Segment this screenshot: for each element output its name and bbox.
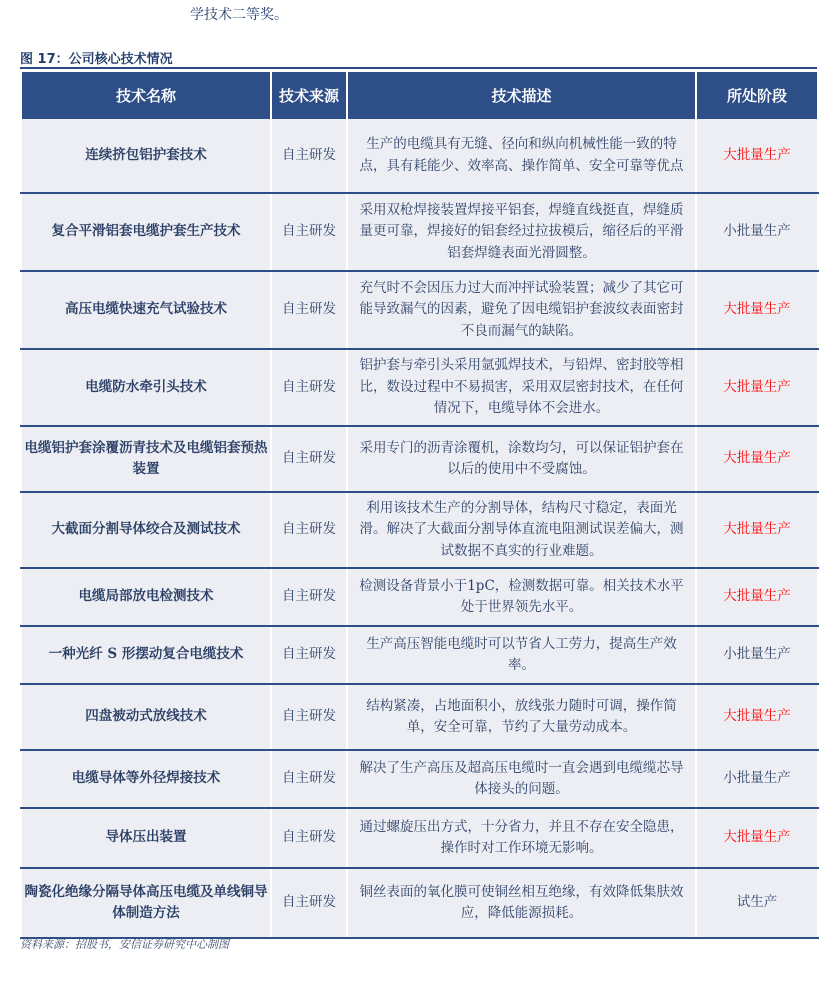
tech-source-cell: 自主研发 <box>271 193 347 271</box>
tech-name-cell: 复合平滑铝套电缆护套生产技术 <box>21 193 271 271</box>
tech-description-cell: 充气时不会因压力过大而冲抨试验装置；减少了其它可能导致漏气的因素，避免了因电缆铝护套波纹表面密封不良而漏气的缺陷。 <box>347 271 696 349</box>
tech-name-cell: 一种光纤 S 形摆动复合电缆技术 <box>21 626 271 684</box>
tech-source-cell: 自主研发 <box>271 684 347 750</box>
title-divider <box>20 67 817 69</box>
stage-cell: 大批量生产 <box>696 808 818 868</box>
stage-cell: 小批量生产 <box>696 626 818 684</box>
header-tech-name: 技术名称 <box>21 72 271 119</box>
tech-source-cell: 自主研发 <box>271 868 347 938</box>
tech-description-cell: 采用双枪焊接装置焊接平铝套，焊缝直线挺直，焊缝质量更可靠，焊接好的铝套经过拉拔模后，缩径后的平滑铝套焊缝表面光滑圆整。 <box>347 193 696 271</box>
tech-source-cell: 自主研发 <box>271 119 347 193</box>
tech-name-cell: 电缆导体等外径焊接技术 <box>21 750 271 808</box>
stage-cell: 大批量生产 <box>696 271 818 349</box>
header-tech-source: 技术来源 <box>271 72 347 119</box>
tech-description-cell: 铝护套与牵引头采用氩弧焊技术，与铅焊、密封胶等相比，数设过程中不易损害，采用双层密封技术，在任何情况下，电缆导体不会进水。 <box>347 349 696 426</box>
stage-cell: 大批量生产 <box>696 349 818 426</box>
tech-name-cell: 电缆防水牵引头技术 <box>21 349 271 426</box>
tech-name-cell: 大截面分割导体绞合及测试技术 <box>21 492 271 568</box>
table-row <box>21 349 818 426</box>
tech-source-cell: 自主研发 <box>271 808 347 868</box>
table-row <box>21 868 818 938</box>
tech-source-cell: 自主研发 <box>271 568 347 626</box>
stage-cell: 试生产 <box>696 868 818 938</box>
tech-name-cell: 电缆铝护套涂覆沥青技术及电缆铝套预热装置 <box>21 426 271 492</box>
tech-name-cell: 高压电缆快速充气试验技术 <box>21 271 271 349</box>
header-tech-description: 技术描述 <box>347 72 696 119</box>
stage-cell: 小批量生产 <box>696 750 818 808</box>
table-row <box>21 271 818 349</box>
figure-title: 图 17：公司核心技术情况 <box>20 52 173 67</box>
source-note: 资料来源：招股书，安信证券研究中心制图 <box>20 938 229 951</box>
tech-source-cell: 自主研发 <box>271 426 347 492</box>
intro-text: 学技术二等奖。 <box>190 7 288 23</box>
tech-description-cell: 生产高压智能电缆时可以节省人工劳力，提高生产效率。 <box>347 626 696 684</box>
table-row <box>21 808 818 868</box>
tech-description-cell: 利用该技术生产的分割导体，结构尺寸稳定，表面光滑。解决了大截面分割导体直流电阻测试误差偏大，测试数据不真实的行业难题。 <box>347 492 696 568</box>
tech-name-cell: 陶瓷化绝缘分隔导体高压电缆及单线铜导体制造方法 <box>21 868 271 938</box>
tech-description-cell: 通过螺旋压出方式，十分省力，并且不存在安全隐患，操作时对工作环境无影响。 <box>347 808 696 868</box>
stage-cell: 大批量生产 <box>696 568 818 626</box>
tech-name-cell: 导体压出装置 <box>21 808 271 868</box>
tech-description-cell: 采用专门的沥青涂覆机，涂数均匀，可以保证铝护套在以后的使用中不受腐蚀。 <box>347 426 696 492</box>
table-header-row <box>21 72 818 119</box>
tech-description-cell: 生产的电缆具有无缝、径向和纵向机械性能一致的特点，具有耗能少、效率高、操作简单、安全可靠等优点 <box>347 119 696 193</box>
tech-source-cell: 自主研发 <box>271 626 347 684</box>
tech-description-cell: 检测设备背景小于1pC，检测数据可靠。相关技术水平处于世界领先水平。 <box>347 568 696 626</box>
table-row <box>21 193 818 271</box>
table-row <box>21 492 818 568</box>
header-stage: 所处阶段 <box>696 72 818 119</box>
stage-cell: 小批量生产 <box>696 193 818 271</box>
stage-cell: 大批量生产 <box>696 492 818 568</box>
table-row <box>21 626 818 684</box>
table-row <box>21 568 818 626</box>
tech-description-cell: 解决了生产高压及超高压电缆时一直会遇到电缆缆芯导体接头的问题。 <box>347 750 696 808</box>
stage-cell: 大批量生产 <box>696 426 818 492</box>
table-row <box>21 684 818 750</box>
tech-description-cell: 铜丝表面的氧化膜可使铜丝相互绝缘，有效降低集肤效应，降低能源损耗。 <box>347 868 696 938</box>
table-row <box>21 426 818 492</box>
tech-name-cell: 连续挤包铝护套技术 <box>21 119 271 193</box>
tech-source-cell: 自主研发 <box>271 349 347 426</box>
tech-name-cell: 电缆局部放电检测技术 <box>21 568 271 626</box>
stage-cell: 大批量生产 <box>696 684 818 750</box>
table-row <box>21 750 818 808</box>
stage-cell: 大批量生产 <box>696 119 818 193</box>
tech-source-cell: 自主研发 <box>271 750 347 808</box>
tech-name-cell: 四盘被动式放线技术 <box>21 684 271 750</box>
tech-source-cell: 自主研发 <box>271 492 347 568</box>
core-technology-table <box>20 72 819 939</box>
tech-source-cell: 自主研发 <box>271 271 347 349</box>
table-row <box>21 119 818 193</box>
tech-description-cell: 结构紧凑，占地面积小，放线张力随时可调，操作简单，安全可靠，节约了大量劳动成本。 <box>347 684 696 750</box>
